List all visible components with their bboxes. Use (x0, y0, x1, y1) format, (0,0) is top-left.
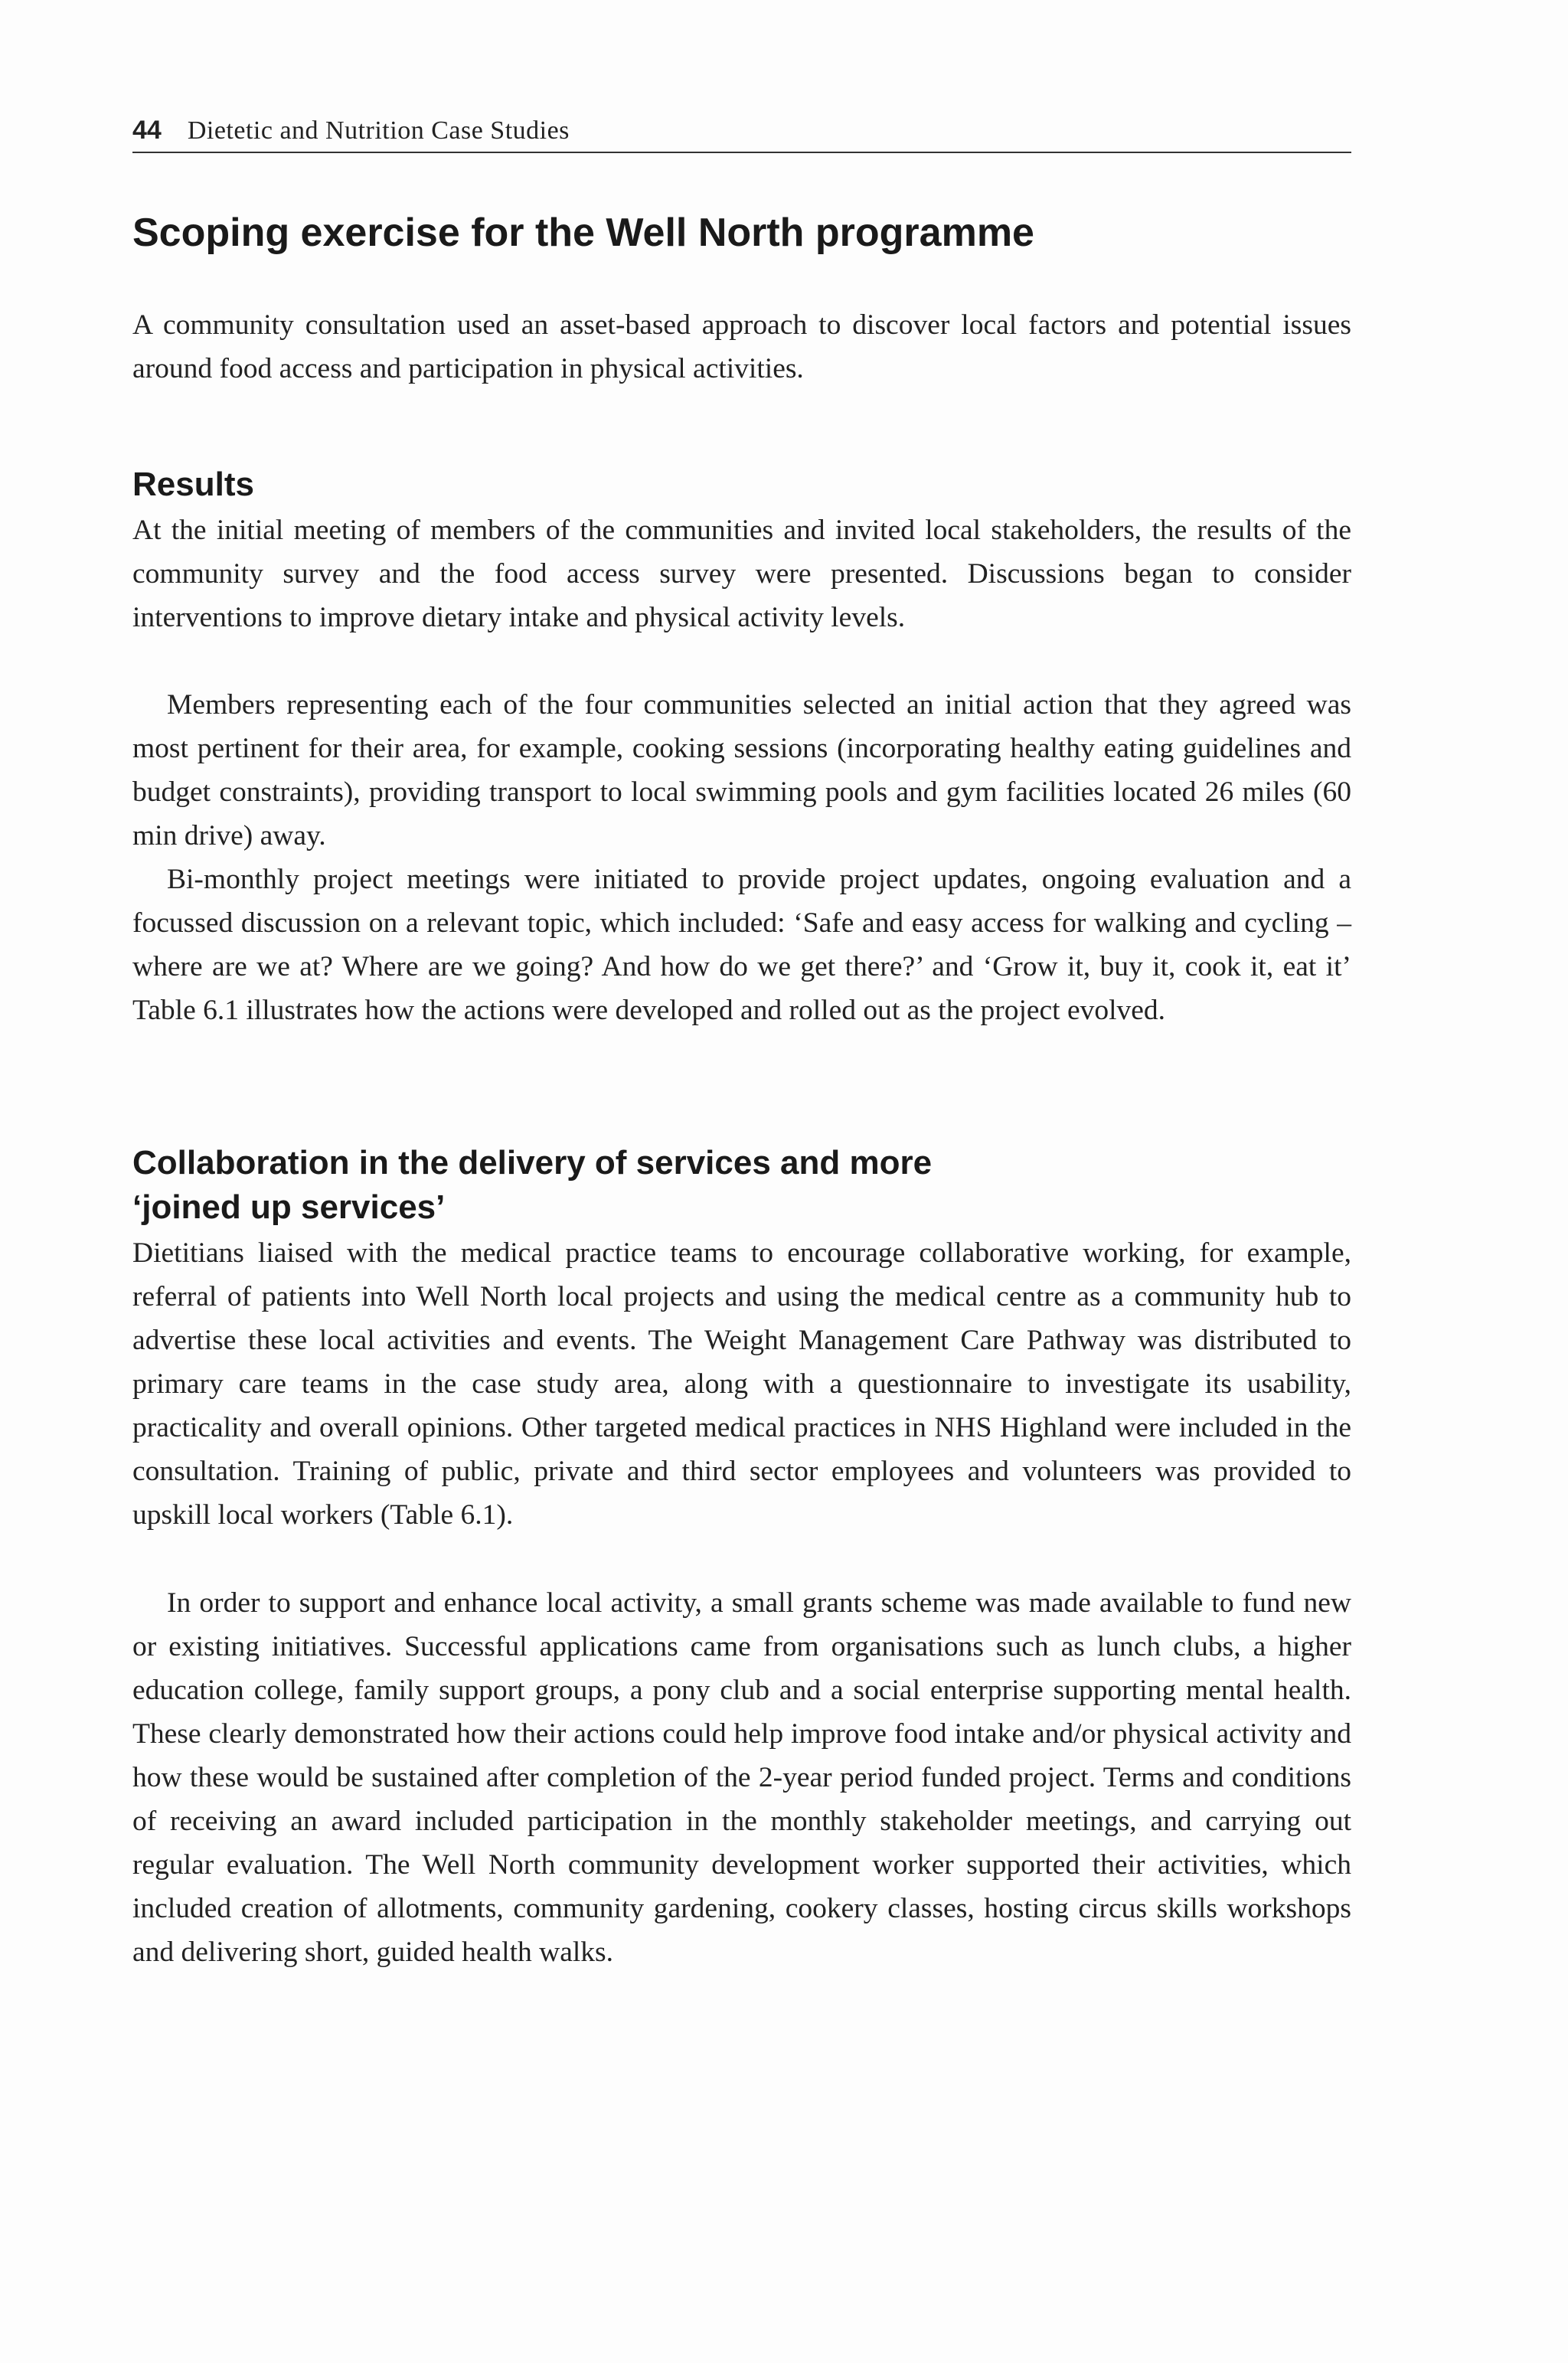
section-title: Scoping exercise for the Well North programme (132, 211, 1034, 255)
collaboration-paragraph-2: In order to support and enhance local activity, a small grants scheme was made available to fund new or existing initiatives. Successful applications came from organisations such as lunch clubs, a higher education college, family support groups, a pony club and a social enterprise supporting mental health. These clearly demonstrated how their actions could help improve food intake and/or physical activity and how these would be sustained after completion of the 2-year period funded project. Terms and conditions of receiving an award included participation in the monthly stakeholder meetings, and carrying out regular evaluation. The Well North community development worker supported their activities, which included creation of allotments, community gardening, cookery classes, hosting circus skills workshops and delivering short, guided health walks. (132, 1587, 1351, 1968)
running-header (132, 109, 1351, 153)
results-paragraph-2: Members representing each of the four communities selected an initial action that they agreed was most pertinent for their area, for example, cooking sessions (incorporating healthy eating guidelines and budget constraints), providing transport to local swimming pools and gym facilities located 26 miles (60 min drive) away. (132, 689, 1351, 851)
results-paragraph-3: Bi-monthly project meetings were initiated to provide project updates, ongoing evaluation and a focussed discussion on a relevant topic, which included: ‘Safe and easy access for walking and cycling – where are we at? Where are we going? And how do we get there?’ and ‘Grow it, buy it, cook it, eat it’ Table 6.1 illustrates how the actions were developed and rolled out as the project evolved. (132, 864, 1351, 1026)
book-title: Dietetic and Nutrition Case Studies (187, 116, 570, 145)
results-paragraph-1: At the initial meeting of members of the communities and invited local stakeholders, the results of the community survey and the food access survey were presented. Discussions began to consider interventions to improve dietary intake and physical activity levels. (132, 515, 1351, 633)
collaboration-heading-line-2: ‘joined up services’ (132, 1188, 446, 1226)
intro-paragraph: A community consultation used an asset-based approach to discover local factors and potential issues around food access and participation in physical activities. (132, 309, 1351, 384)
collaboration-heading-line-1: Collaboration in the delivery of services and more (132, 1144, 933, 1182)
results-heading: Results (132, 466, 254, 503)
page-number: 44 (132, 116, 162, 145)
collaboration-heading (132, 1141, 932, 1230)
collaboration-paragraph-1: Dietitians liaised with the medical practice teams to encourage collaborative working, for example, referral of patients into Well North local projects and using the medical centre as a community hub to advertise these local activities and events. The Weight Management Care Pathway was distributed to primary care teams in the case study area, along with a questionnaire to investigate its usability, practicality and overall opinions. Other targeted medical practices in NHS Highland were included in the consultation. Training of public, private and third sector employees and volunteers was provided to upskill local workers (Table 6.1). (132, 1237, 1351, 1531)
